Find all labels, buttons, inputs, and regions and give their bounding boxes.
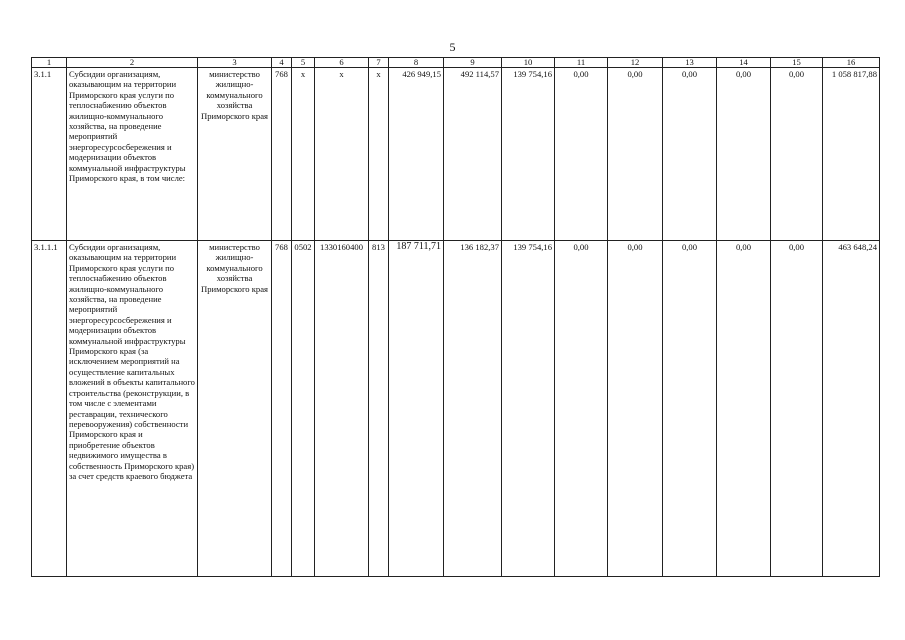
table-row — [32, 241, 880, 577]
column-header: 4 — [272, 58, 292, 68]
column-header: 8 — [389, 58, 444, 68]
row-year-5: 0,00 — [608, 68, 663, 241]
row-csr: 1330160400 — [315, 241, 369, 577]
row-code: 3.1.1.1 — [32, 241, 67, 577]
column-header: 13 — [663, 58, 717, 68]
row-total: 1 058 817,88 — [823, 68, 880, 241]
column-header: 9 — [444, 58, 502, 68]
row-year-5: 0,00 — [608, 241, 663, 577]
row-year-8: 0,00 — [771, 241, 823, 577]
row-code: 3.1.1 — [32, 68, 67, 241]
row-grbs: 768 — [272, 68, 292, 241]
budget-table — [31, 57, 880, 577]
row-year-8: 0,00 — [771, 68, 823, 241]
column-header: 6 — [315, 58, 369, 68]
row-name: Субсидии организациям, оказывающим на территории Приморского края услуги по теплоснабжению объектов жилищно-коммунального хозяйства, на проведение мероприятий энергоресурсосбережения и модернизации объектов коммунальной инфраструктуры Приморского края (за исключением мероприятий на осуществление капитальных вложений в объекты капитального строительства (реконструкции, в том числе с элементами реставрации, технического перевооружения) собственности Приморского края и приобретение объектов недвижимого имущества в собственность Приморского края) за счет средств краевого бюджета — [67, 241, 198, 577]
row-year-3: 139 754,16 — [502, 68, 555, 241]
column-header: 15 — [771, 58, 823, 68]
column-header: 11 — [555, 58, 608, 68]
row-year-4: 0,00 — [555, 241, 608, 577]
row-year-3: 139 754,16 — [502, 241, 555, 577]
column-header: 1 — [32, 58, 67, 68]
row-rzpr: x — [292, 68, 315, 241]
row-executor: министерство жилищно-коммунального хозяйства Приморского края — [198, 68, 272, 241]
row-vr: x — [369, 68, 389, 241]
column-header: 2 — [67, 58, 198, 68]
row-year-1: 187 711,71 — [389, 241, 444, 577]
row-year-6: 0,00 — [663, 68, 717, 241]
column-header: 7 — [369, 58, 389, 68]
row-year-2: 492 114,57 — [444, 68, 502, 241]
row-grbs: 768 — [272, 241, 292, 577]
column-header: 3 — [198, 58, 272, 68]
row-year-7: 0,00 — [717, 68, 771, 241]
column-header: 16 — [823, 58, 880, 68]
column-header: 12 — [608, 58, 663, 68]
row-executor: министерство жилищно-коммунального хозяйства Приморского края — [198, 241, 272, 577]
column-number-row — [32, 58, 880, 68]
column-header: 10 — [502, 58, 555, 68]
row-total: 463 648,24 — [823, 241, 880, 577]
row-year-4: 0,00 — [555, 68, 608, 241]
table-row — [32, 68, 880, 241]
row-csr: x — [315, 68, 369, 241]
row-year-6: 0,00 — [663, 241, 717, 577]
column-header: 14 — [717, 58, 771, 68]
row-name: Субсидии организациям, оказывающим на территории Приморского края услуги по теплоснабжению объектов жилищно-коммунального хозяйства, на проведение мероприятий энергоресурсосбережения и модернизации объектов коммунальной инфраструктуры Приморского края, в том числе: — [67, 68, 198, 241]
row-year-2: 136 182,37 — [444, 241, 502, 577]
row-rzpr: 0502 — [292, 241, 315, 577]
column-header: 5 — [292, 58, 315, 68]
page-number: 5 — [449, 40, 456, 54]
row-year-1: 426 949,15 — [389, 68, 444, 241]
row-vr: 813 — [369, 241, 389, 577]
row-year-7: 0,00 — [717, 241, 771, 577]
